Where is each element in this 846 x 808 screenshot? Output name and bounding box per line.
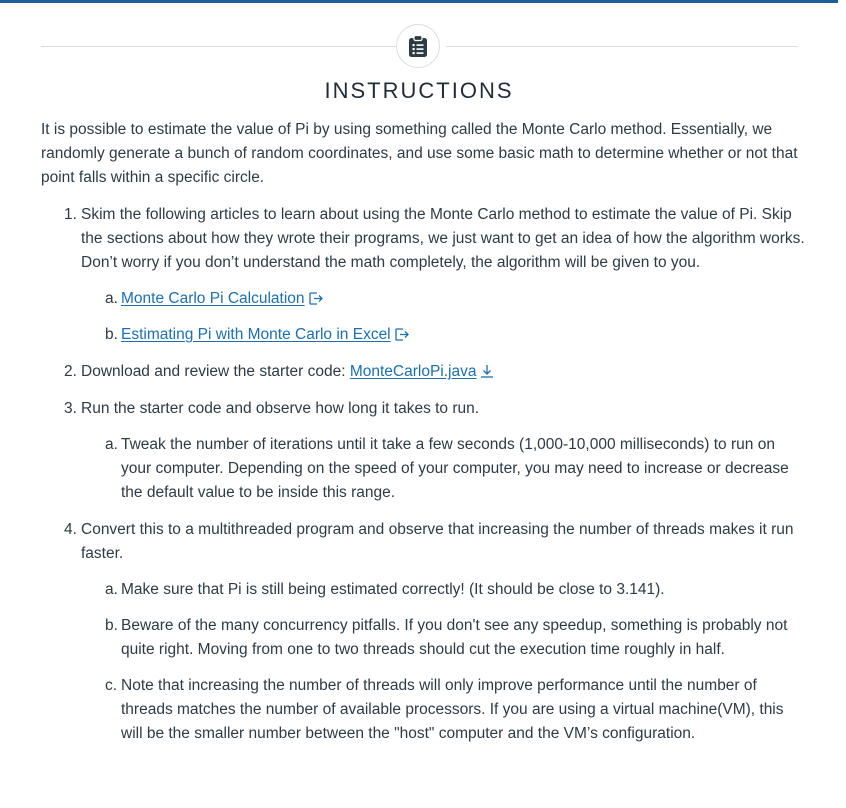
step-3a [41, 433, 805, 505]
download-icon [480, 364, 494, 378]
step-3 [41, 397, 805, 421]
instructions-body [41, 118, 805, 746]
step-1 [41, 203, 805, 275]
external-link-icon [395, 328, 410, 341]
step-1a [41, 287, 805, 311]
substep-marker: a. [105, 581, 118, 598]
step-4 [41, 518, 805, 566]
step-1b [41, 323, 805, 347]
step-text: Convert this to a multithreaded program and observe that increasing the number of threads makes it run faster. [81, 521, 794, 562]
header-badge [396, 24, 440, 68]
monte-carlo-pi-link[interactable]: Monte Carlo Pi Calculation [121, 290, 305, 307]
substep-text: Make sure that Pi is still being estimated correctly! (It should be close to 3.141). [121, 581, 665, 598]
step-text: Run the starter code and observe how long it takes to run. [81, 400, 480, 417]
step-text: Download and review the starter code: [81, 363, 350, 380]
substep-marker: a. [105, 436, 118, 453]
step-4b [41, 614, 805, 662]
intro-paragraph: It is possible to estimate the value of Pi by using something called the Monte Carlo method. Essentially, we randomly generate a bunch of random coordinates, and use some basic math to determine whether or not that point falls within a specific circle. [41, 121, 798, 186]
starter-code-download-link[interactable]: MonteCarloPi.java [349, 363, 477, 380]
page-title: INSTRUCTIONS [324, 78, 514, 103]
substep-marker: b. [105, 326, 118, 343]
substep-text: Tweak the number of iterations until it take a few seconds (1,000-10,000 milliseconds) to run on your computer. Depending on the speed of your computer, you may need to increase or decrease the default value to be inside this range. [121, 436, 789, 501]
clipboard-list-icon [408, 35, 428, 58]
step-marker: 4. [64, 521, 77, 538]
step-4a [41, 578, 805, 602]
substep-marker: c. [105, 677, 118, 694]
substep-text: Note that increasing the number of threads will only improve performance until the number of threads matches the number of available processors. If you are using a virtual machine(VM), this will be the smaller number between the "host" computer and the VM’s configuration. [121, 677, 784, 742]
steps-list [41, 203, 805, 746]
substep-text: Beware of the many concurrency pitfalls. If you don't see any speedup, something is probably not quite right. Moving from one to two threads should cut the execution time roughly in half. [121, 617, 788, 658]
step-marker: 2. [64, 363, 77, 380]
substep-marker: b. [105, 617, 118, 634]
step-text: Skim the following articles to learn about using the Monte Carlo method to estimate the value of Pi. Skip the sections about how they wrote their programs, we just want to get an idea of how the algorithm works. Don’t worry if you don’t understand the math completely, the algorithm will be given to you. [81, 206, 805, 271]
step-2 [41, 360, 805, 384]
substep-marker: a. [105, 290, 118, 307]
header-divider-left [41, 46, 396, 47]
external-link-icon [309, 292, 324, 305]
estimating-pi-excel-link[interactable]: Estimating Pi with Monte Carlo in Excel [121, 326, 391, 343]
step-4c [41, 674, 805, 746]
header-divider-right [446, 46, 798, 47]
step-marker: 3. [64, 400, 77, 417]
step-marker: 1. [64, 206, 77, 223]
top-accent-bar [0, 0, 838, 3]
